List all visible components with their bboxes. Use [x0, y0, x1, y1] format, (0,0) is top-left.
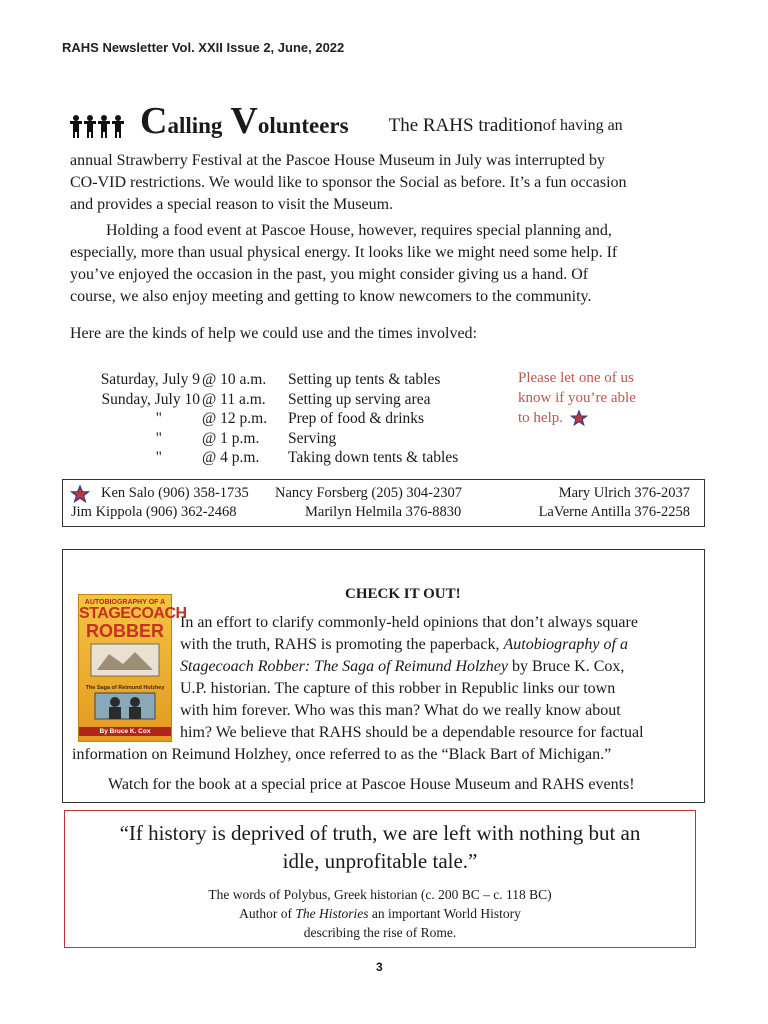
book-cover-image [78, 594, 187, 742]
help-line: Holding a food event at Pascoe House, however, requires special planning and, [106, 222, 612, 239]
schedule-time: @ 12 p.m. [202, 410, 268, 427]
help-line: course, we also enjoy meeting and getting to know newcomers to the community. [70, 288, 592, 305]
schedule-task: Taking down tents & tables [288, 449, 459, 466]
intro-line: and provides a special reason to visit the Museum. [70, 196, 394, 213]
help-line: you’ve enjoyed the occasion in the past, you might consider giving us a hand. Of [70, 266, 589, 283]
intro-line: CO-VID restrictions. We would like to sponsor the Social as before. It’s a fun occasion [70, 174, 627, 191]
schedule-time: @ 1 p.m. [202, 429, 260, 447]
book-cover-word1: STAGECOACH [79, 605, 187, 622]
check-line: by Bruce K. Cox, [507, 658, 625, 675]
newsletter-header: RAHS Newsletter Vol. XXII Issue 2, June, 2022 [62, 40, 345, 55]
schedule-days [80, 370, 200, 468]
note-line: know if you’re able [518, 390, 636, 406]
volunteers-title [70, 100, 623, 142]
book-cover-word2: ROBBER [85, 621, 164, 641]
check-line: In an effort to clarify commonly-held opinions that don’t always square [180, 614, 638, 631]
contact-marilyn-helmila: Marilyn Helmila 376-8830 [305, 504, 462, 520]
schedule-time: @ 11 a.m. [202, 390, 266, 408]
book-title-part: Stagecoach Robber: The Saga of Reimund Holzhey [180, 658, 508, 675]
help-note [518, 368, 636, 428]
page-number: 3 [376, 960, 383, 974]
schedule-tasks [288, 370, 458, 468]
contact-ken-salo: Ken Salo (906) 358-1735 [101, 485, 249, 501]
schedule-day: " [155, 449, 162, 466]
intro-lead: The RAHS tradition [388, 115, 543, 136]
help-paragraph [70, 220, 617, 308]
check-title: CHECK IT OUT! [345, 586, 461, 602]
help-intro: Here are the kinds of help we could use and the times involved: [70, 325, 477, 342]
schedule-day: Sunday, July 10 [101, 390, 200, 408]
schedule-time: @ 10 a.m. [202, 371, 267, 388]
book-cover-author: By Bruce K. Cox [79, 727, 171, 736]
check-line: information on Reimund Holzhey, once referred to as the “Black Bart of Michigan.” [72, 746, 612, 763]
title-letter-c: C [140, 100, 168, 142]
note-line: to help. [518, 410, 563, 426]
book-cover-subtitle: The Saga of Reimund Holzhey [85, 685, 165, 691]
stagecoach-illustration-icon [79, 640, 171, 680]
star-icon [571, 410, 587, 426]
volunteers-people-icon [70, 114, 128, 138]
book-cover-top: AUTOBIOGRAPHY OF A [84, 599, 166, 606]
check-paragraph [180, 612, 644, 744]
contact-laverne-antilla: LaVerne Antilla 376-2258 [538, 504, 690, 520]
intro-line: annual Strawberry Festival at the Pascoe House Museum in July was interrupted by [70, 152, 605, 169]
schedule-task: Setting up serving area [288, 390, 431, 408]
intro-lead-rest: of having an [542, 117, 623, 134]
check-line: with the truth, RAHS is promoting the paperback, [180, 636, 504, 653]
book-title-part: Autobiography of a [503, 636, 628, 653]
quote-book-title: The Histories [295, 906, 369, 921]
quote-attribution: The words of Polybus, Greek historian (c. 200 BC – c. 118 BC) [208, 887, 552, 902]
contacts-box [62, 479, 705, 527]
star-icon [71, 485, 89, 503]
check-line: U.P. historian. The capture of this robber in Republic links our town [180, 680, 616, 697]
quote-line: idle, unprofitable tale.” [282, 849, 478, 873]
schedule-day: " [155, 429, 162, 447]
quote-attribution: an important World History [368, 906, 521, 921]
quote-attribution: Author of [239, 906, 296, 921]
check-watch-line: Watch for the book at a special price at Pascoe House Museum and RAHS events! [108, 776, 635, 793]
quote-line: “If history is deprived of truth, we are left with nothing but an [119, 821, 641, 845]
title-word-calling: alling [167, 113, 223, 138]
contact-nancy-forsberg: Nancy Forsberg (205) 304-2307 [275, 485, 462, 501]
check-line: him? We believe that RAHS should be a dependable resource for factual [180, 724, 644, 741]
portrait-illustration-icon [79, 691, 171, 721]
contact-mary-ulrich: Mary Ulrich 376-2037 [558, 485, 690, 501]
intro-paragraph [70, 150, 627, 216]
title-word-volunteers: olunteers [257, 113, 349, 138]
title-letter-v: V [230, 100, 258, 142]
schedule-time: @ 4 p.m. [202, 449, 260, 466]
quote-box [64, 810, 696, 948]
schedule-day: " [155, 410, 162, 427]
contact-jim-kippola: Jim Kippola (906) 362-2468 [71, 504, 237, 520]
help-line: especially, more than usual physical energy. It looks like we might need some help. If [70, 244, 618, 261]
schedule-day: Saturday, July 9 [100, 371, 200, 388]
schedule-task: Prep of food & drinks [288, 410, 425, 427]
schedule-times [202, 370, 267, 468]
quote-attribution: describing the rise of Rome. [303, 925, 457, 940]
schedule-task: Serving [288, 429, 337, 447]
note-line: Please let one of us [518, 370, 634, 386]
check-line: with him forever. Who was this man? What do we really know about [180, 702, 621, 719]
schedule-task: Setting up tents & tables [288, 371, 441, 388]
